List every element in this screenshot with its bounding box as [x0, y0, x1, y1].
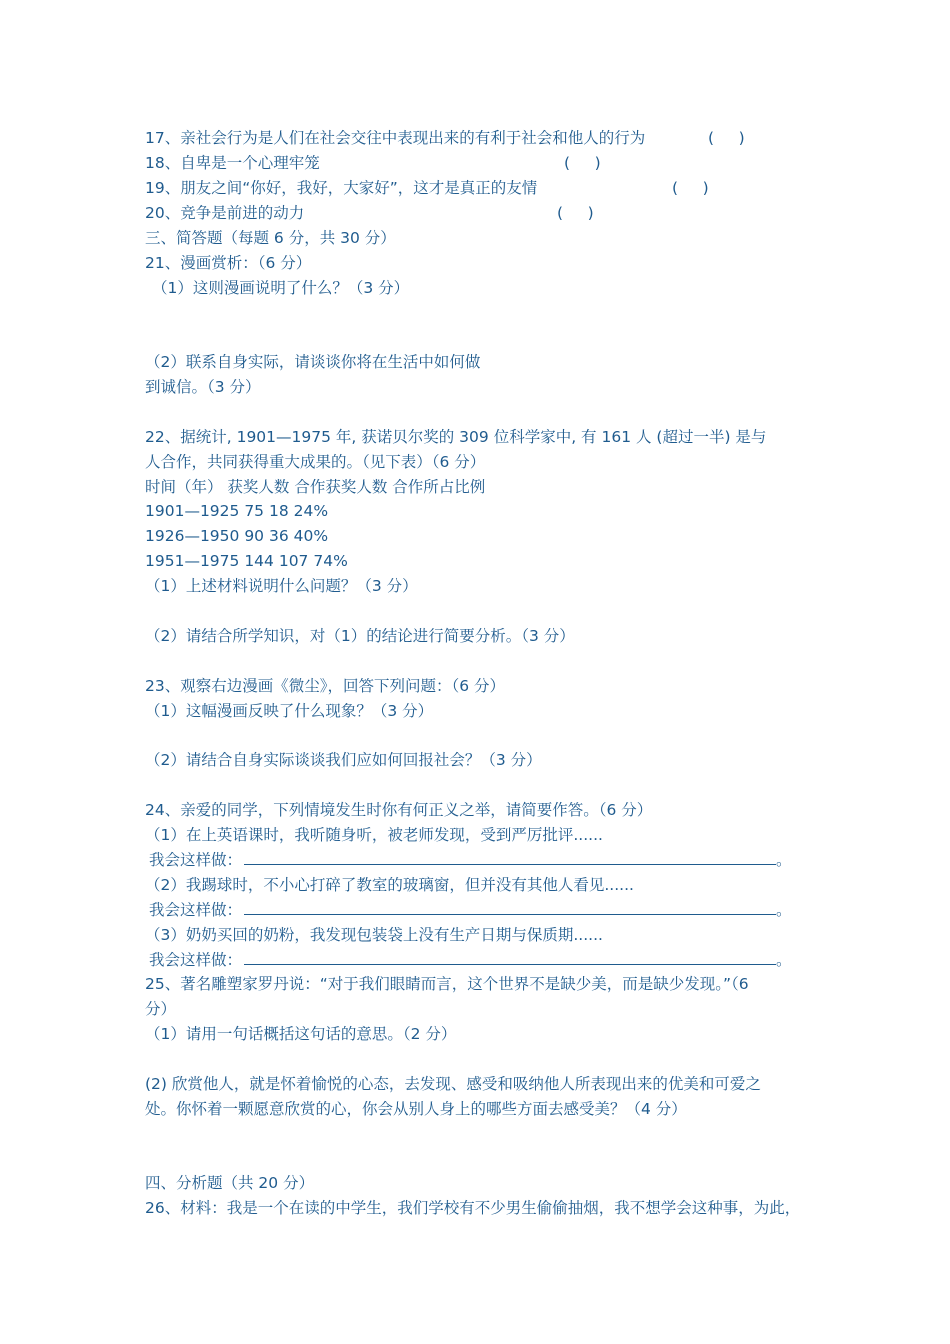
question-24: 24、亲爱的同学，下列情境发生时你有何正义之举，请简要作答。（6 分） [145, 801, 653, 819]
table-row: 1951—1975 144 107 74% [145, 552, 348, 570]
answer-end: 。 [776, 951, 792, 969]
question-19: 19、朋友之间“你好，我好，大家好”，这才是真正的友情 [145, 179, 538, 197]
answer-blank-3[interactable] [244, 950, 776, 965]
question-24-part-2: （2）我踢球时，不小心打碎了教室的玻璃窗，但并没有其他人看见...... [145, 876, 634, 894]
question-21-part-2-cont: 到诚信。（3 分） [145, 378, 261, 396]
question-21: 21、漫画赏析：（6 分） [145, 254, 312, 272]
question-18: 18、自卑是一个心理牢笼 [145, 154, 320, 172]
question-24-part-3: （3）奶奶买回的奶粉，我发现包装袋上没有生产日期与保质期...... [145, 926, 603, 944]
question-22-part-1: （1）上述材料说明什么问题？（3 分） [145, 577, 418, 595]
question-20: 20、竞争是前进的动力 [145, 204, 305, 222]
question-17-answer-paren[interactable]: ( ) [708, 129, 745, 147]
question-18-answer-paren[interactable]: ( ) [564, 154, 601, 172]
question-25-part-1: （1）请用一句话概括这句话的意思。（2 分） [145, 1025, 457, 1043]
question-23: 23、观察右边漫画《微尘》，回答下列问题：（6 分） [145, 677, 506, 695]
question-23-part-1: （1）这幅漫画反映了什么现象？（3 分） [145, 702, 434, 720]
answer-prefix: 我会这样做： [149, 951, 243, 969]
answer-end: 。 [776, 901, 792, 919]
question-17 [145, 128, 645, 148]
question-22: 22、据统计, 1901—1975 年, 获诺贝尔奖的 309 位科学家中, 有 161 人 (超过一半) 是与 [145, 428, 767, 446]
question-17-text: 17、亲社会行为是人们在社会交往中表现出来的有利于社会和他人的行为 [145, 129, 646, 147]
table-row: 1901—1925 75 18 24% [145, 502, 329, 520]
answer-prefix: 我会这样做： [149, 851, 243, 869]
question-25-part-2-cont: 处。你怀着一颗愿意欣赏的心，你会从别人身上的哪些方面去感受美？（4 分） [145, 1100, 687, 1118]
question-24-part-1: （1）在上英语课时，我听随身听，被老师发现，受到严厉批评...... [145, 826, 603, 844]
answer-blank-1[interactable] [244, 850, 776, 865]
section-4-heading: 四、分析题（共 20 分） [145, 1174, 315, 1192]
answer-line-3 [149, 950, 792, 970]
section-3-heading: 三、简答题（每题 6 分，共 30 分） [145, 229, 396, 247]
question-19-answer-paren[interactable]: ( ) [672, 179, 709, 197]
question-21-part-1: （1）这则漫画说明了什么？（3 分） [152, 279, 410, 297]
question-23-part-2: （2）请结合自身实际谈谈我们应如何回报社会？（3 分） [145, 751, 542, 769]
answer-blank-2[interactable] [244, 900, 776, 915]
question-22-part-2: （2）请结合所学知识，对（1）的结论进行简要分析。（3 分） [145, 627, 575, 645]
answer-line-2 [149, 900, 792, 920]
answer-end: 。 [776, 851, 792, 869]
question-21-part-2: （2）联系自身实际，请谈谈你将在生活中如何做 [145, 353, 481, 371]
question-25: 25、著名雕塑家罗丹说：“对于我们眼睛而言，这个世界不是缺少美，而是缺少发现。”（6 [145, 975, 749, 993]
question-25-part-2: (2) 欣赏他人，就是怀着愉悦的心态，去发现、感受和吸纳他人所表现出来的优美和可爱之 [145, 1075, 761, 1093]
question-26: 26、材料：我是一个在读的中学生，我们学校有不少男生偷偷抽烟，我不想学会这种事，为此， [145, 1199, 801, 1217]
question-20-answer-paren[interactable]: ( ) [557, 204, 594, 222]
answer-prefix: 我会这样做： [149, 901, 243, 919]
question-22-cont: 人合作，共同获得重大成果的。（见下表）（6 分） [145, 453, 486, 471]
answer-line-1 [149, 850, 792, 870]
table-header: 时间（年） 获奖人数 合作获奖人数 合作所占比例 [145, 478, 486, 496]
question-25-cont: 分） [145, 1000, 177, 1018]
table-row: 1926—1950 90 36 40% [145, 527, 329, 545]
